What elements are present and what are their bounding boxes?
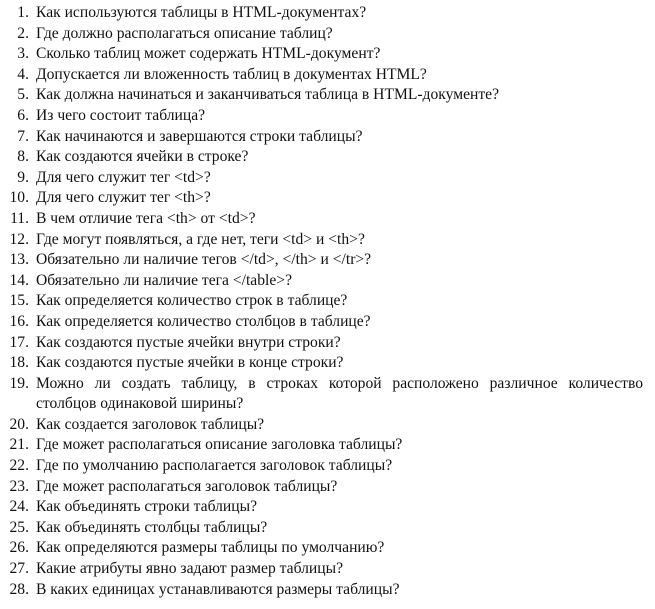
question-text: Где могут появляться, а где нет, теги <td> и <th>? [36, 230, 365, 248]
question-text: Как определяются размеры таблицы по умолчанию? [36, 539, 385, 557]
question-text: В каких единицах устанавливаются размеры таблицы? [36, 580, 400, 598]
question-text: Для чего служит тег <th>? [36, 189, 211, 207]
list-item [0, 230, 643, 251]
list-item [0, 291, 643, 312]
list-item [0, 106, 643, 127]
question-number: 5. [17, 86, 29, 104]
list-item [0, 209, 643, 230]
question-text: Как должна начинаться и заканчиваться таблица в HTML-документе? [36, 86, 500, 104]
question-number: 14. [9, 271, 29, 289]
list-item [0, 65, 643, 86]
question-number: 22. [9, 457, 29, 475]
question-number: 11. [10, 209, 29, 227]
question-text: Как создаются ячейки в строке? [36, 148, 249, 166]
question-number: 13. [9, 251, 29, 269]
question-number: 3. [17, 45, 29, 63]
question-text: Из чего состоит таблица? [36, 106, 206, 124]
question-number: 25. [9, 518, 29, 536]
question-text: Для чего служит тег <td>? [36, 168, 211, 186]
question-number: 18. [9, 354, 29, 372]
question-text: Как создаются пустые ячейки в конце строки? [36, 354, 344, 372]
question-text: Обязательно ли наличие тега </table>? [36, 271, 292, 289]
question-text: Как объединять строки таблицы? [36, 498, 258, 516]
question-number: 24. [9, 498, 29, 516]
question-text: Можно ли создать таблицу, в строках которой расположено различное количество столбцов одинаковой ширины? [36, 374, 643, 413]
question-number: 2. [17, 24, 29, 42]
list-item [0, 538, 643, 559]
list-item [0, 477, 643, 498]
question-text: Допускается ли вложенность таблиц в документах HTML? [36, 65, 427, 83]
question-text: Как начинаются и завершаются строки таблицы? [36, 127, 363, 145]
list-item [0, 518, 643, 539]
question-number: 21. [9, 436, 29, 454]
question-text: Как определяется количество столбцов в таблице? [36, 312, 371, 330]
question-number: 1. [17, 4, 29, 21]
list-item [0, 497, 643, 518]
question-text: Какие атрибуты явно задают размер таблицы? [36, 560, 344, 578]
list-item [0, 353, 643, 374]
question-number: 8. [17, 148, 29, 166]
list-item [0, 188, 643, 209]
list-item [0, 580, 643, 601]
list-item [0, 127, 643, 148]
question-number: 23. [9, 477, 29, 495]
list-item [0, 559, 643, 580]
question-text: Где может располагаться заголовок таблицы? [36, 477, 338, 495]
question-number: 4. [17, 65, 29, 83]
question-text: Где по умолчанию располагается заголовок таблицы? [36, 457, 393, 475]
question-number: 16. [9, 312, 29, 330]
list-item [0, 333, 643, 354]
question-number: 27. [9, 560, 29, 578]
question-number: 10. [9, 189, 29, 207]
list-item [0, 147, 643, 168]
question-number: 15. [9, 292, 29, 310]
list-item [0, 250, 643, 271]
question-text: Где должно располагаться описание таблиц? [36, 24, 333, 42]
question-number: 26. [9, 539, 29, 557]
question-number: 19. [9, 374, 29, 392]
question-number: 7. [17, 127, 29, 145]
question-text: Как создается заголовок таблицы? [36, 415, 265, 433]
question-text: Сколько таблиц может содержать HTML-документ? [36, 45, 381, 63]
list-item [0, 456, 643, 477]
list-item [0, 3, 643, 24]
question-list [0, 3, 643, 600]
question-number: 6. [17, 106, 29, 124]
list-item [0, 85, 643, 106]
question-text: Обязательно ли наличие тегов </td>, </th> и </tr>? [36, 251, 372, 269]
list-item [0, 44, 643, 65]
question-text: Как создаются пустые ячейки внутри строки? [36, 333, 341, 351]
question-number: 17. [9, 333, 29, 351]
question-text: В чем отличие тега <th> от <td>? [36, 209, 256, 227]
question-number: 9. [17, 168, 29, 186]
question-number: 28. [9, 580, 29, 598]
list-item [0, 312, 643, 333]
list-item [0, 435, 643, 456]
list-item [0, 415, 643, 436]
list-item [0, 271, 643, 292]
question-number: 20. [9, 415, 29, 433]
question-text: Как определяется количество строк в таблице? [36, 292, 348, 310]
list-item [0, 374, 643, 415]
list-item [0, 168, 643, 189]
question-text: Где может располагаться описание заголовка таблицы? [36, 436, 403, 454]
question-text: Как объединять столбцы таблицы? [36, 518, 268, 536]
question-number: 12. [9, 230, 29, 248]
list-item [0, 24, 643, 45]
question-text: Как используются таблицы в HTML-документах? [36, 4, 367, 21]
